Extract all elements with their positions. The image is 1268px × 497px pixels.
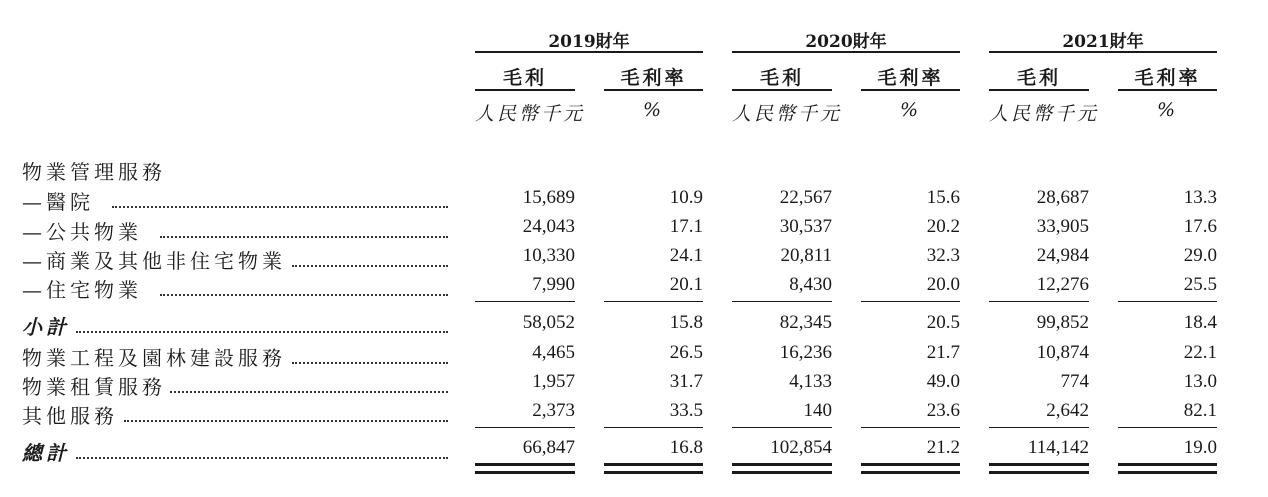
total-label-text: 總計 [22,441,70,465]
dot-leader [292,362,448,364]
section-title: 物業管理服務 [22,160,166,184]
cell: 15.8 [669,312,703,333]
cell: 17.6 [1183,216,1217,237]
cell: 140 [803,400,832,421]
double-rule [732,463,832,474]
cell: 30,537 [779,216,832,237]
cell: 10.9 [669,187,703,208]
cell: 13.3 [1183,187,1217,208]
dot-leader [160,236,448,238]
dot-leader [160,294,448,296]
cell: 20,811 [780,245,832,266]
total-rule [732,427,832,428]
cell: 20.2 [926,216,960,237]
row-label-total [22,437,70,466]
cell: 10,874 [1036,342,1089,363]
sub-underline [732,89,832,91]
sub-header-profit-2021: 毛利 [1016,67,1061,89]
cell: 49.0 [926,371,960,392]
cell: 102,854 [770,437,832,458]
cell: 58,052 [522,312,575,333]
cell: 19.0 [1183,437,1217,458]
double-rule [604,463,703,474]
row-label-public: —公共物業 [22,220,142,244]
cell: 13.0 [1183,371,1217,392]
cell: 20.0 [926,274,960,295]
cell: 82,345 [779,312,832,333]
dot-leader [112,206,448,208]
dot-leader [76,331,448,333]
cell: 33,905 [1036,216,1089,237]
sub-underline [1118,89,1217,91]
cell: 26.5 [669,342,703,363]
row-label-leasing: 物業租賃服務 [22,375,166,399]
cell: 29.0 [1183,245,1217,266]
double-rule [1118,463,1217,474]
cell: 12,276 [1036,274,1089,295]
year-header-2019: 2019財年 [548,32,630,52]
year-header-2020: 2020財年 [805,32,887,52]
cell: 8,430 [789,274,832,295]
cell: 7,990 [532,274,575,295]
subtotal-rule [604,301,703,302]
cell: 25.5 [1183,274,1217,295]
total-rule [604,427,703,428]
cell: 24,984 [1036,245,1089,266]
cell: 20.5 [926,312,960,333]
cell: 2,373 [532,400,575,421]
subtotal-rule [475,301,575,302]
year-underline-2021 [989,51,1217,53]
unit-profit-2021: 人民幣千元 [989,103,1100,125]
dot-leader [170,391,448,393]
subtotal-label-text: 小計 [22,315,70,339]
cell: 2,642 [1046,400,1089,421]
sub-underline [475,89,575,91]
total-rule [475,427,575,428]
cell: 21.7 [926,342,960,363]
cell: 774 [1060,371,1089,392]
cell: 66,847 [522,437,575,458]
year-header-2021: 2021財年 [1062,32,1144,52]
cell: 15,689 [522,187,575,208]
cell: 33.5 [669,400,703,421]
subtotal-rule [861,301,960,302]
cell: 22,567 [779,187,832,208]
sub-header-profit-2019: 毛利 [502,67,547,89]
sub-header-profit-2020: 毛利 [759,67,804,89]
cell: 16,236 [779,342,832,363]
row-label-hospital: —醫院 [22,190,94,214]
subtotal-rule [1118,301,1217,302]
cell: 1,957 [532,371,575,392]
total-rule [861,427,960,428]
cell: 15.6 [926,187,960,208]
sub-underline [989,89,1089,91]
cell: 22.1 [1183,342,1217,363]
year-underline-2019 [475,51,703,53]
year-underline-2020 [732,51,960,53]
cell: 18.4 [1183,312,1217,333]
sub-header-margin-2019: 毛利率 [620,67,687,89]
cell: 4,465 [532,342,575,363]
unit-margin-2019: % [642,99,665,121]
cell: 4,133 [789,371,832,392]
cell: 21.2 [926,437,960,458]
unit-profit-2019: 人民幣千元 [475,103,586,125]
cell: 16.8 [669,437,703,458]
cell: 99,852 [1036,312,1089,333]
row-label-engineering: 物業工程及園林建設服務 [22,346,286,370]
double-rule [861,463,960,474]
unit-profit-2020: 人民幣千元 [732,103,843,125]
subtotal-rule [989,301,1089,302]
cell: 114,142 [1027,437,1089,458]
total-rule [1118,427,1217,428]
double-rule [475,463,575,474]
cell: 23.6 [926,400,960,421]
total-rule [989,427,1089,428]
sub-header-margin-2020: 毛利率 [877,67,944,89]
row-label-residential: —住宅物業 [22,278,142,302]
unit-margin-2021: % [1156,99,1179,121]
sub-underline [604,89,703,91]
cell: 82.1 [1183,400,1217,421]
cell: 24,043 [522,216,575,237]
cell: 24.1 [669,245,703,266]
sub-header-margin-2021: 毛利率 [1134,67,1201,89]
dot-leader [292,265,448,267]
double-rule [989,463,1089,474]
unit-margin-2020: % [899,99,922,121]
row-label-commercial: —商業及其他非住宅物業 [22,249,286,273]
cell: 32.3 [926,245,960,266]
dot-leader [124,420,448,422]
row-label-other: 其他服務 [22,404,118,428]
cell: 10,330 [522,245,575,266]
row-label-subtotal [22,311,70,340]
sub-underline [861,89,960,91]
cell: 20.1 [669,274,703,295]
dot-leader [76,457,448,459]
cell: 31.7 [669,371,703,392]
cell: 17.1 [669,216,703,237]
cell: 28,687 [1036,187,1089,208]
subtotal-rule [732,301,832,302]
